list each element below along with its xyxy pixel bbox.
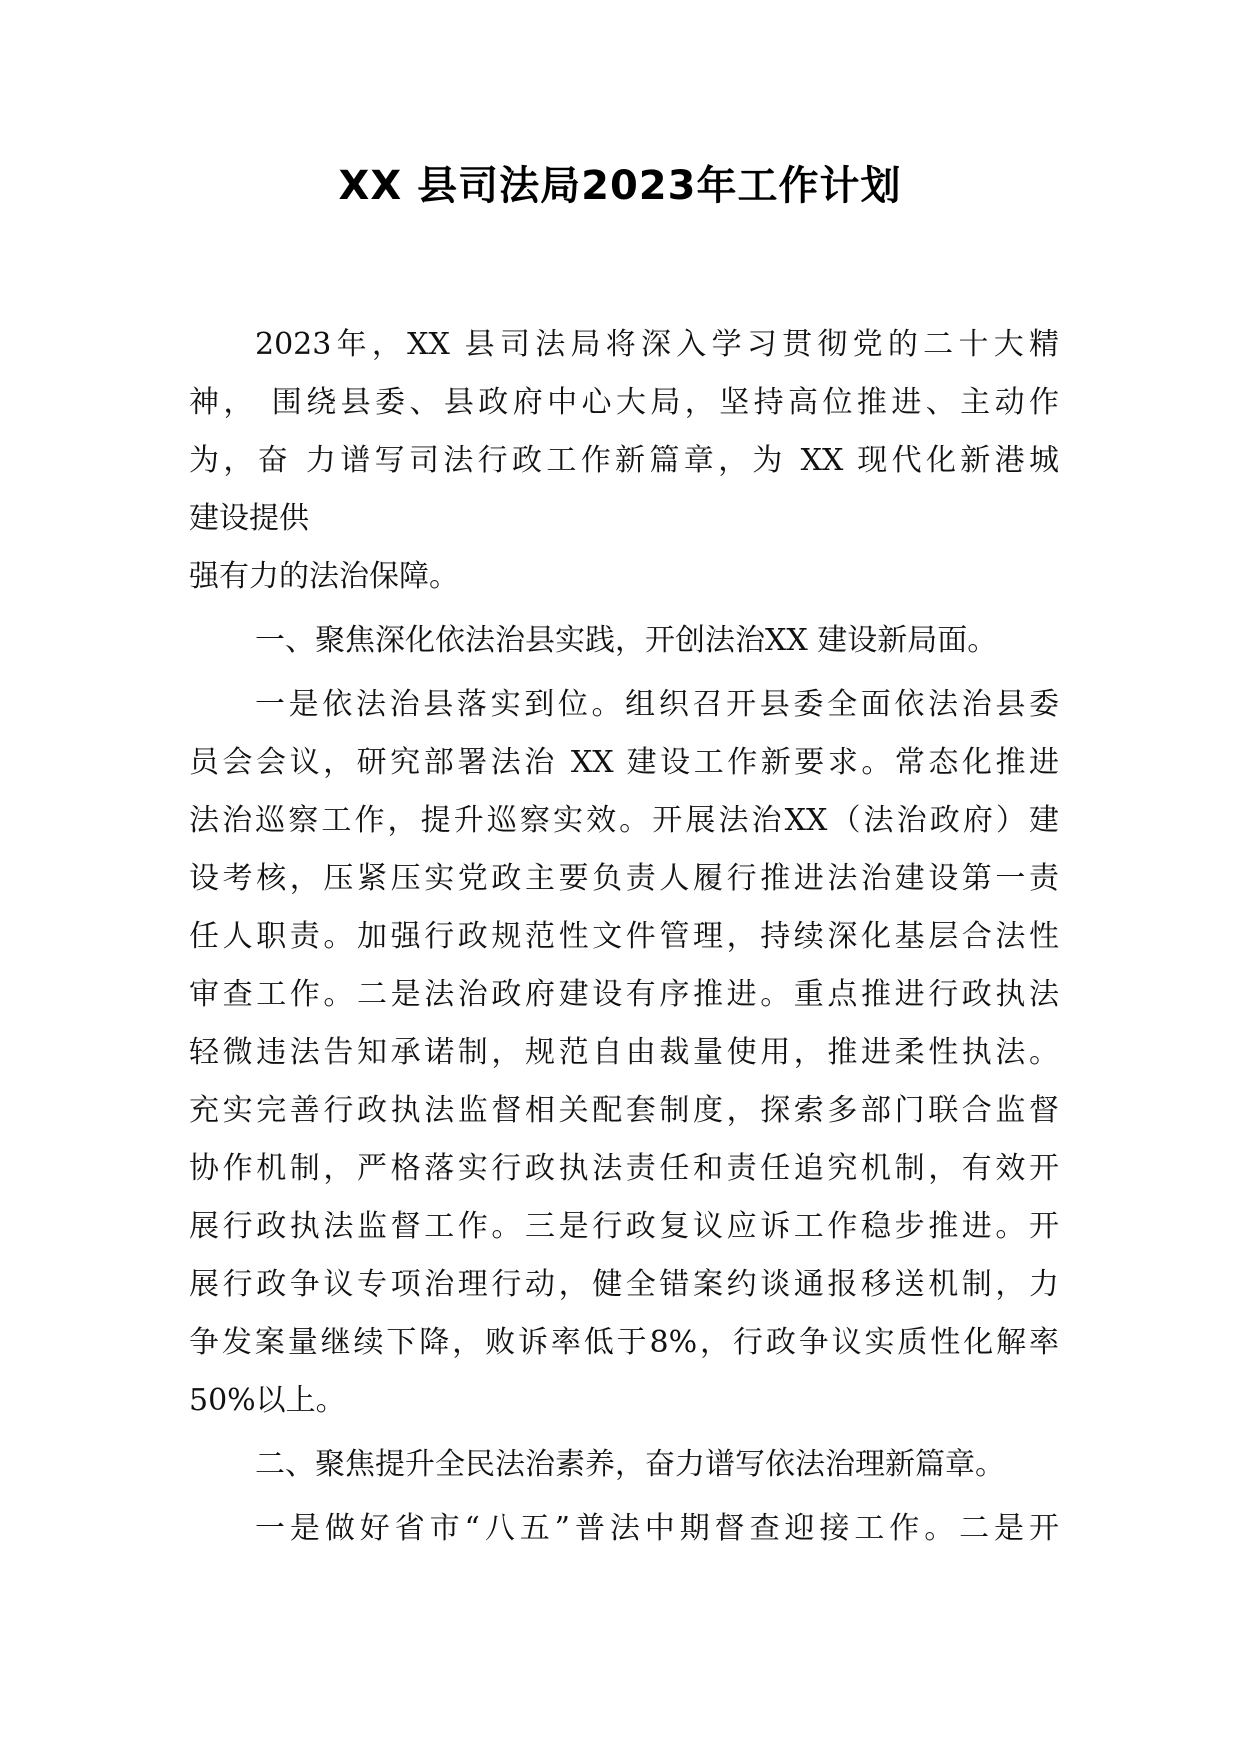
paragraph-line: 协作机制，严格落实行政执法责任和责任追究机制，有效开 (189, 1151, 1059, 1186)
intro-line: 强有力的法治保障。 (189, 559, 459, 594)
paragraph-line: 50%以上。 (189, 1383, 346, 1418)
paragraph-line: 展行政执法监督工作。三是行政复议应诉工作稳步推进。开 (189, 1209, 1059, 1244)
section-heading-2: 二、聚焦提升全民法治素养，奋力谱写依法治理新篇章。 (255, 1447, 1005, 1482)
paragraph-line: 展行政争议专项治理行动，健全错案约谈通报移送机制，力 (189, 1267, 1059, 1302)
intro-line: 为，奋 力谱写司法行政工作新篇章，为 XX 现代化新港城 (189, 443, 1059, 478)
intro-line: 2023年，XX 县司法局将深入学习贯彻党的二十大精 (255, 327, 1059, 362)
document-body (189, 316, 1059, 1558)
paragraph-line: 一是依法治县落实到位。组织召开县委全面依法治县委 (255, 687, 1059, 722)
intro-paragraph (189, 316, 1059, 606)
section-1-paragraph (189, 676, 1059, 1430)
paragraph-line: 设考核，压紧压实党政主要负责人履行推进法治建设第一责 (189, 861, 1059, 896)
paragraph-line: 员会会议，研究部署法治 XX 建设工作新要求。常态化推进 (189, 745, 1059, 780)
intro-line: 建设提供 (189, 501, 309, 536)
paragraph-line: 审查工作。二是法治政府建设有序推进。重点推进行政执法 (189, 977, 1059, 1012)
paragraph-line: 轻微违法告知承诺制，规范自由裁量使用，推进柔性执法。 (189, 1035, 1059, 1070)
document-title: XX 县司法局2023年工作计划 (338, 163, 902, 209)
section-2-paragraph (189, 1500, 1059, 1558)
section-heading-1: 一、聚焦深化依法治县实践，开创法治XX 建设新局面。 (255, 623, 998, 658)
paragraph-line: 任人职责。加强行政规范性文件管理，持续深化基层合法性 (189, 919, 1059, 954)
paragraph-line: 一是做好省市“八五”普法中期督查迎接工作。二是开 (255, 1511, 1059, 1546)
paragraph-line: 争发案量继续下降，败诉率低于8%，行政争议实质性化解率 (189, 1325, 1059, 1360)
paragraph-line: 充实完善行政执法监督相关配套制度，探索多部门联合监督 (189, 1093, 1059, 1128)
paragraph-line: 法治巡察工作，提升巡察实效。开展法治XX（法治政府）建 (189, 803, 1059, 838)
intro-line: 神， 围绕县委、县政府中心大局，坚持高位推进、主动作 (189, 385, 1059, 420)
